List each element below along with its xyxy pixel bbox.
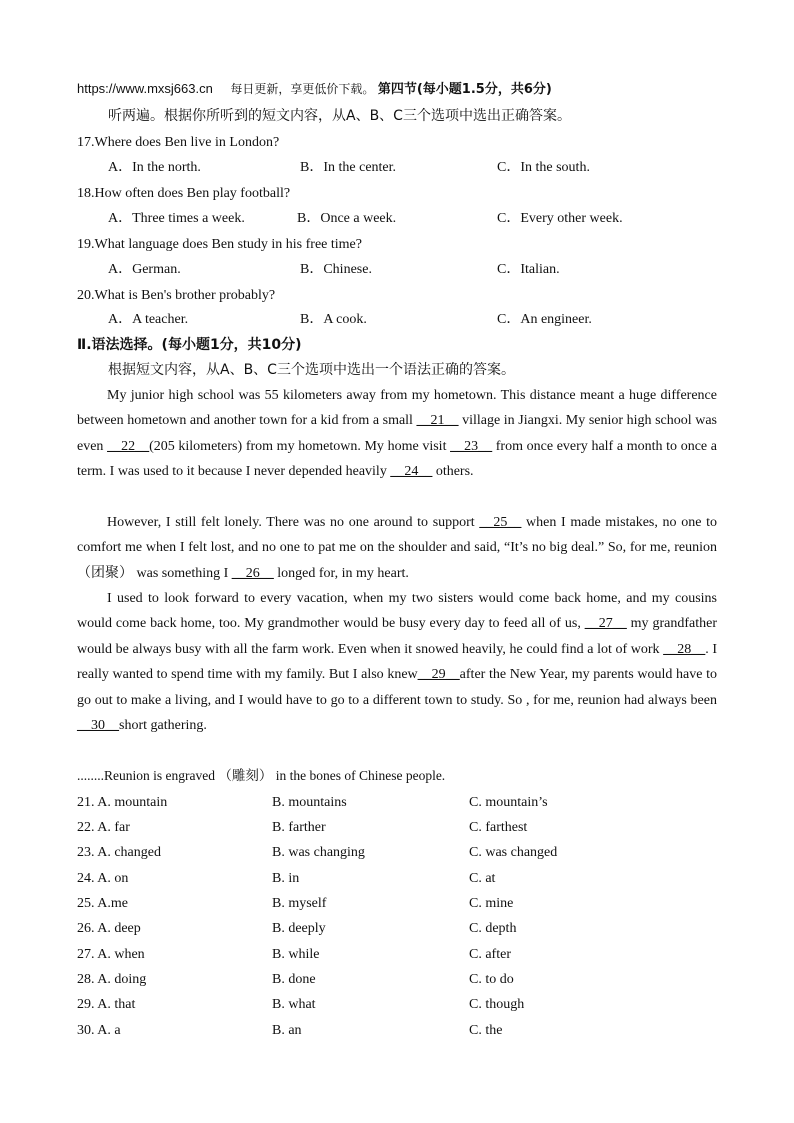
passage-closing: ........Reunion is engraved （雕刻） in the bones of Chinese people. — [77, 768, 446, 783]
blank-25[interactable]: __25__ — [479, 515, 522, 530]
q25-option-b: B. myself — [272, 896, 327, 911]
q18-option-a: A．Three times a week. — [108, 211, 245, 226]
question-18: 18.How often does Ben play football? — [77, 186, 291, 201]
grammar-instruction: 根据短文内容，从A、B、C三个选项中选出一个语法正确的答案。 — [108, 362, 515, 378]
q28-option-c: C. to do — [469, 972, 514, 987]
q22-option-b: B. farther — [272, 820, 326, 835]
question-17: 17.Where does Ben live in London? — [77, 135, 280, 150]
q28-option-b: B. done — [272, 972, 316, 987]
blank-26[interactable]: __26__ — [231, 565, 274, 581]
section-title: 第四节(每小题1.5分，共6分) — [377, 82, 552, 97]
q30-option-a: 30. A. a — [77, 1023, 121, 1038]
blank-28[interactable]: __28__ — [663, 641, 706, 657]
blank-22[interactable]: __22__ — [107, 438, 150, 454]
q25-option-a: 25. A.me — [77, 896, 128, 911]
header-notice: 每日更新，享更低价下载。 — [230, 82, 375, 96]
q23-option-b: B. was changing — [272, 845, 365, 860]
q23-option-c: C. was changed — [469, 845, 558, 860]
blank-21[interactable]: __21__ — [416, 413, 459, 429]
q17-option-a: A．In the north. — [108, 160, 201, 175]
q17-option-c: C．In the south. — [497, 160, 590, 175]
q17-option-b: B．In the center. — [300, 160, 397, 175]
q24-option-a: 24. A. on — [77, 871, 129, 886]
blank-23[interactable]: __23__ — [450, 438, 493, 454]
blank-30[interactable]: __30__ — [77, 718, 119, 734]
q26-option-b: B. deeply — [272, 921, 326, 936]
q22-option-c: C. farthest — [469, 820, 528, 835]
q19-option-b: B．Chinese. — [300, 262, 372, 277]
q22-option-a: 22. A. far — [77, 820, 130, 835]
q19-option-a: A．German. — [108, 262, 181, 277]
blank-27[interactable]: __27__ — [584, 616, 627, 632]
grammar-title: Ⅱ.语法选择。(每小题1分，共10分) — [77, 337, 302, 353]
q20-option-a: A．A teacher. — [108, 312, 189, 327]
question-20: 20.What is Ben's brother probably? — [77, 288, 276, 303]
question-19: 19.What language does Ben study in his free time? — [77, 237, 362, 252]
q29-option-b: B. what — [272, 997, 316, 1012]
q26-option-a: 26. A. deep — [77, 921, 141, 936]
blank-24[interactable]: __24__ — [390, 464, 433, 480]
q27-option-c: C. after — [469, 947, 511, 962]
passage-paragraph-1: My junior high school was 55 kilometers away from my hometown. This distance meant a huge difference between hometown and another town for a kid from a small __21__ village in Jiangxi. My senior high school was even __22__(205 kilometers) from my hometown. My home visit __23__ from once every half a month to once a term. I was used to it because I never depended heavily __24__ others. — [77, 388, 717, 480]
q21-option-b: B. mountains — [272, 795, 347, 810]
q18-option-b: B．Once a week. — [297, 211, 397, 226]
passage-paragraph-2: However, I still felt lonely. There was no one around to support __25__ when I made mistakes, no one to comfort me when I felt lost, and no one to pat me on the shoulder and said, “It’s no big deal.” So, for me, reunion （团聚） was something I __26__ longed for, in my heart. — [77, 515, 717, 581]
q30-option-c: C. the — [469, 1023, 503, 1038]
q18-option-c: C．Every other week. — [497, 211, 623, 226]
q24-option-b: B. in — [272, 871, 300, 886]
q19-option-c: C．Italian. — [497, 262, 560, 277]
q27-option-b: B. while — [272, 947, 320, 962]
q24-option-c: C. at — [469, 871, 496, 886]
listening-instruction: 听两遍。根据你所听到的短文内容，从A、B、C三个选项中选出正确答案。 — [108, 108, 571, 124]
q21-option-a: 21. A. mountain — [77, 795, 168, 810]
q30-option-b: B. an — [272, 1023, 302, 1038]
q27-option-a: 27. A. when — [77, 947, 145, 962]
q26-option-c: C. depth — [469, 921, 517, 936]
q28-option-a: 28. A. doing — [77, 972, 147, 987]
q29-option-a: 29. A. that — [77, 997, 136, 1012]
header-line — [77, 80, 552, 99]
q29-option-c: C. though — [469, 997, 525, 1012]
blank-29[interactable]: __29__ — [417, 667, 460, 683]
source-url[interactable]: https://www.mxsj663.cn — [77, 81, 213, 96]
q25-option-c: C. mine — [469, 896, 514, 911]
q20-option-c: C．An engineer. — [497, 312, 592, 327]
q21-option-c: C. mountain’s — [469, 795, 548, 810]
q20-option-b: B．A cook. — [300, 312, 367, 327]
q23-option-a: 23. A. changed — [77, 845, 161, 860]
passage-paragraph-3: I used to look forward to every vacation, when my two sisters would come back home, and my cousins would come back home, too. My grandmother would be busy every day to feed all of us, __27__ my grandfather would be always busy with all the farm work. Even when it snowed heavily, he could find a lot of work __28__. I really wanted to spend time with my family. But I also knew__29__after the New Year, my parents would have to go out to make a living, and I would have to go to a different town to study. So , for me, reunion had always been __30__short gathering. — [77, 591, 717, 734]
